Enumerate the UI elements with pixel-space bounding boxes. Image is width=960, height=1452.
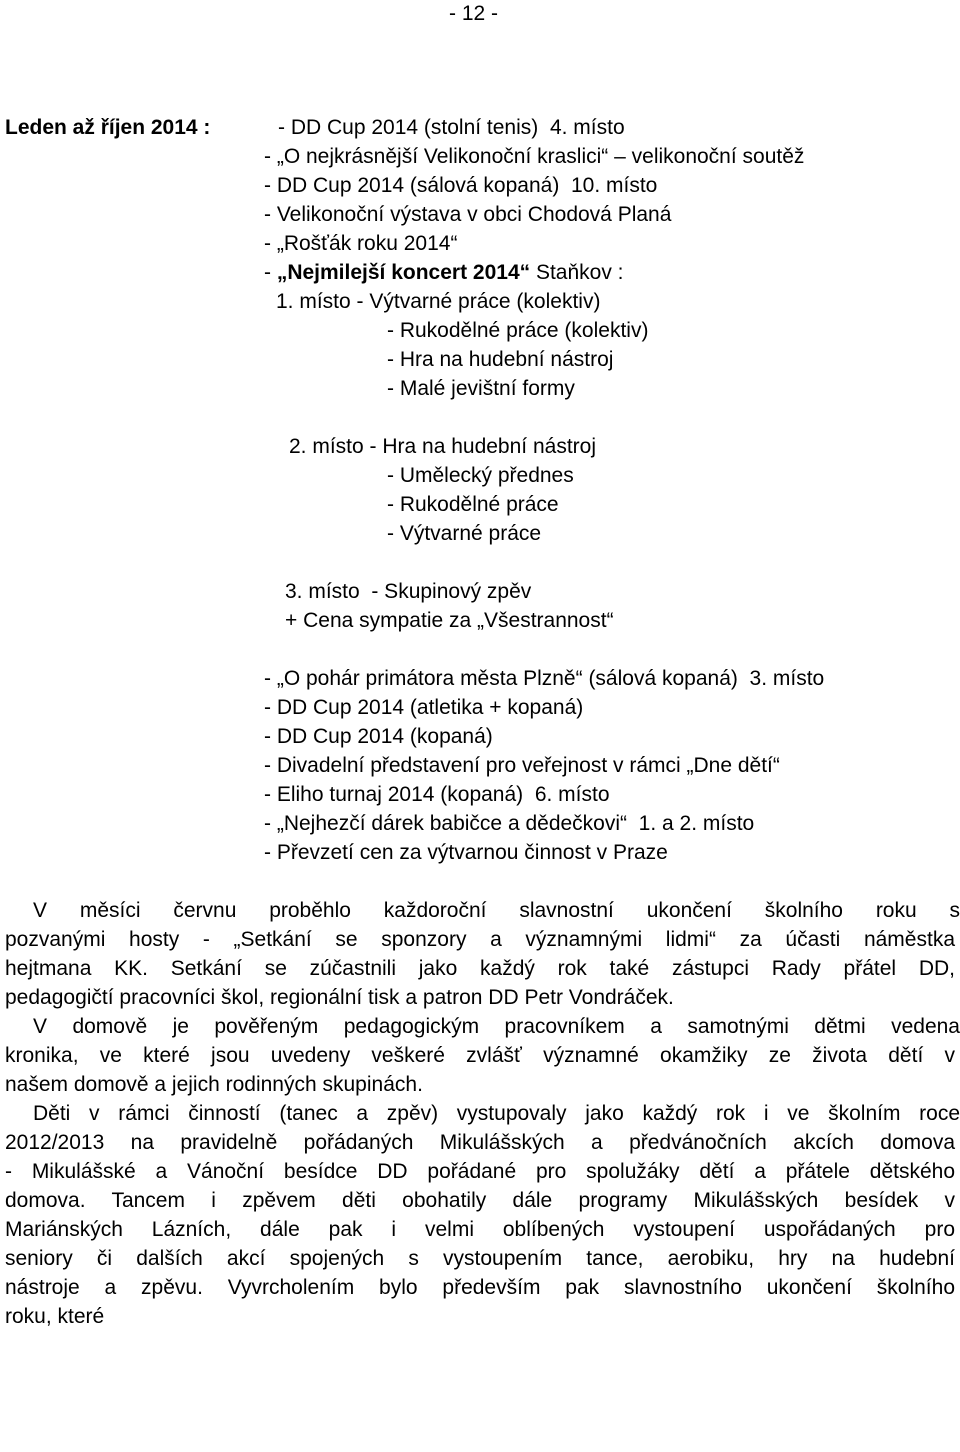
paragraph-line: seniory či dalších akcí spojených s vystoupením tance, aerobiku, hry na hudební bbox=[5, 1247, 955, 1270]
placement-first-line: - Hra na hudební nástroj bbox=[387, 348, 614, 371]
list-item-rostak: - „Rošťák roku 2014“ bbox=[264, 232, 458, 255]
concert-suffix: Staňkov : bbox=[530, 261, 624, 284]
list-item-concert bbox=[264, 262, 624, 283]
list-item: - „Nejhezčí dárek babičce a dědečkovi“ 1. a 2. místo bbox=[264, 812, 755, 835]
paragraph-line: našem domově a jejich rodinných skupinách. bbox=[5, 1073, 423, 1096]
list-item-easter-exhibition: - Velikonoční výstava v obci Chodová Planá bbox=[264, 203, 672, 226]
list-item: - „O pohár primátora města Plzně“ (sálová kopaná) 3. místo bbox=[264, 667, 825, 690]
placement-second-line: - Výtvarné práce bbox=[387, 522, 542, 545]
paragraph-line: - Mikulášské a Vánoční besídce DD pořádané pro spolužáky dětí a přátele dětského bbox=[5, 1160, 955, 1183]
list-item: - Eliho turnaj 2014 (kopaná) 6. místo bbox=[264, 783, 610, 806]
list-item: - DD Cup 2014 (atletika + kopaná) bbox=[264, 696, 584, 719]
paragraph-line: V domově je pověřeným pedagogickým pracovníkem a samotnými dětmi vedena bbox=[33, 1015, 960, 1038]
placement-third-line: + Cena sympatie za „Všestrannost“ bbox=[285, 609, 614, 632]
page-number: - 12 - bbox=[449, 2, 499, 25]
paragraph-line: roku, které bbox=[5, 1305, 105, 1328]
paragraph-line: V měsíci červnu proběhlo každoroční slavnostní ukončení školního roku s bbox=[33, 899, 960, 922]
concert-prefix: - bbox=[264, 261, 277, 284]
placement-second-line: 2. místo - Hra na hudební nástroj bbox=[289, 435, 596, 458]
list-item-dd-cup-table-tennis: - DD Cup 2014 (stolní tenis) 4. místo bbox=[278, 116, 625, 139]
concert-title: „Nejmilejší koncert 2014“ bbox=[276, 261, 531, 284]
paragraph-line: 2012/2013 na pravidelně pořádaných Mikulášských a předvánočních akcích domova bbox=[5, 1131, 955, 1154]
paragraph-line: domova. Tancem i zpěvem děti obohatily dále programy Mikulášských besídek v bbox=[5, 1189, 955, 1212]
list-item: - Převzetí cen za výtvarnou činnost v Praze bbox=[264, 841, 668, 864]
list-item-easter-egg-contest: - „O nejkrásnější Velikonoční kraslici“ – velikonoční soutěž bbox=[264, 145, 805, 168]
placement-third-line: 3. místo - Skupinový zpěv bbox=[285, 580, 532, 603]
placement-first-line: 1. místo - Výtvarné práce (kolektiv) bbox=[276, 290, 601, 313]
list-item: - DD Cup 2014 (kopaná) bbox=[264, 725, 493, 748]
placement-first-line: - Malé jevištní formy bbox=[387, 377, 575, 400]
paragraph-line: kronika, ve které jsou uvedeny veškeré zvlášť významné okamžiky ze života dětí v bbox=[5, 1044, 955, 1067]
paragraph-line: pozvanými hosty - „Setkání se sponzory a významnými lidmi“ za účasti náměstka bbox=[5, 928, 955, 951]
paragraph-line: pedagogičtí pracovníci škol, regionální tisk a patron DD Petr Vondráček. bbox=[5, 986, 674, 1009]
paragraph-line: hejtmana KK. Setkání se zúčastnili jako každý rok také zástupci Rady přátel DD, bbox=[5, 957, 955, 980]
paragraph-line: nástroje a zpěvu. Vyvrcholením bylo především pak slavnostního ukončení školního bbox=[5, 1276, 955, 1299]
list-item-dd-cup-hall-football: - DD Cup 2014 (sálová kopaná) 10. místo bbox=[264, 174, 658, 197]
period-label: Leden až říjen 2014 : bbox=[5, 116, 211, 139]
placement-second-line: - Rukodělné práce bbox=[387, 493, 559, 516]
paragraph-line: Mariánských Lázních, dále pak i velmi oblíbených vystoupení uspořádaných pro bbox=[5, 1218, 955, 1241]
paragraph-line: Děti v rámci činností (tanec a zpěv) vystupovaly jako každý rok i ve školním roce bbox=[33, 1102, 960, 1125]
placement-first-line: - Rukodělné práce (kolektiv) bbox=[387, 319, 649, 342]
placement-second-line: - Umělecký přednes bbox=[387, 464, 574, 487]
list-item: - Divadelní představení pro veřejnost v rámci „Dne dětí“ bbox=[264, 754, 780, 777]
